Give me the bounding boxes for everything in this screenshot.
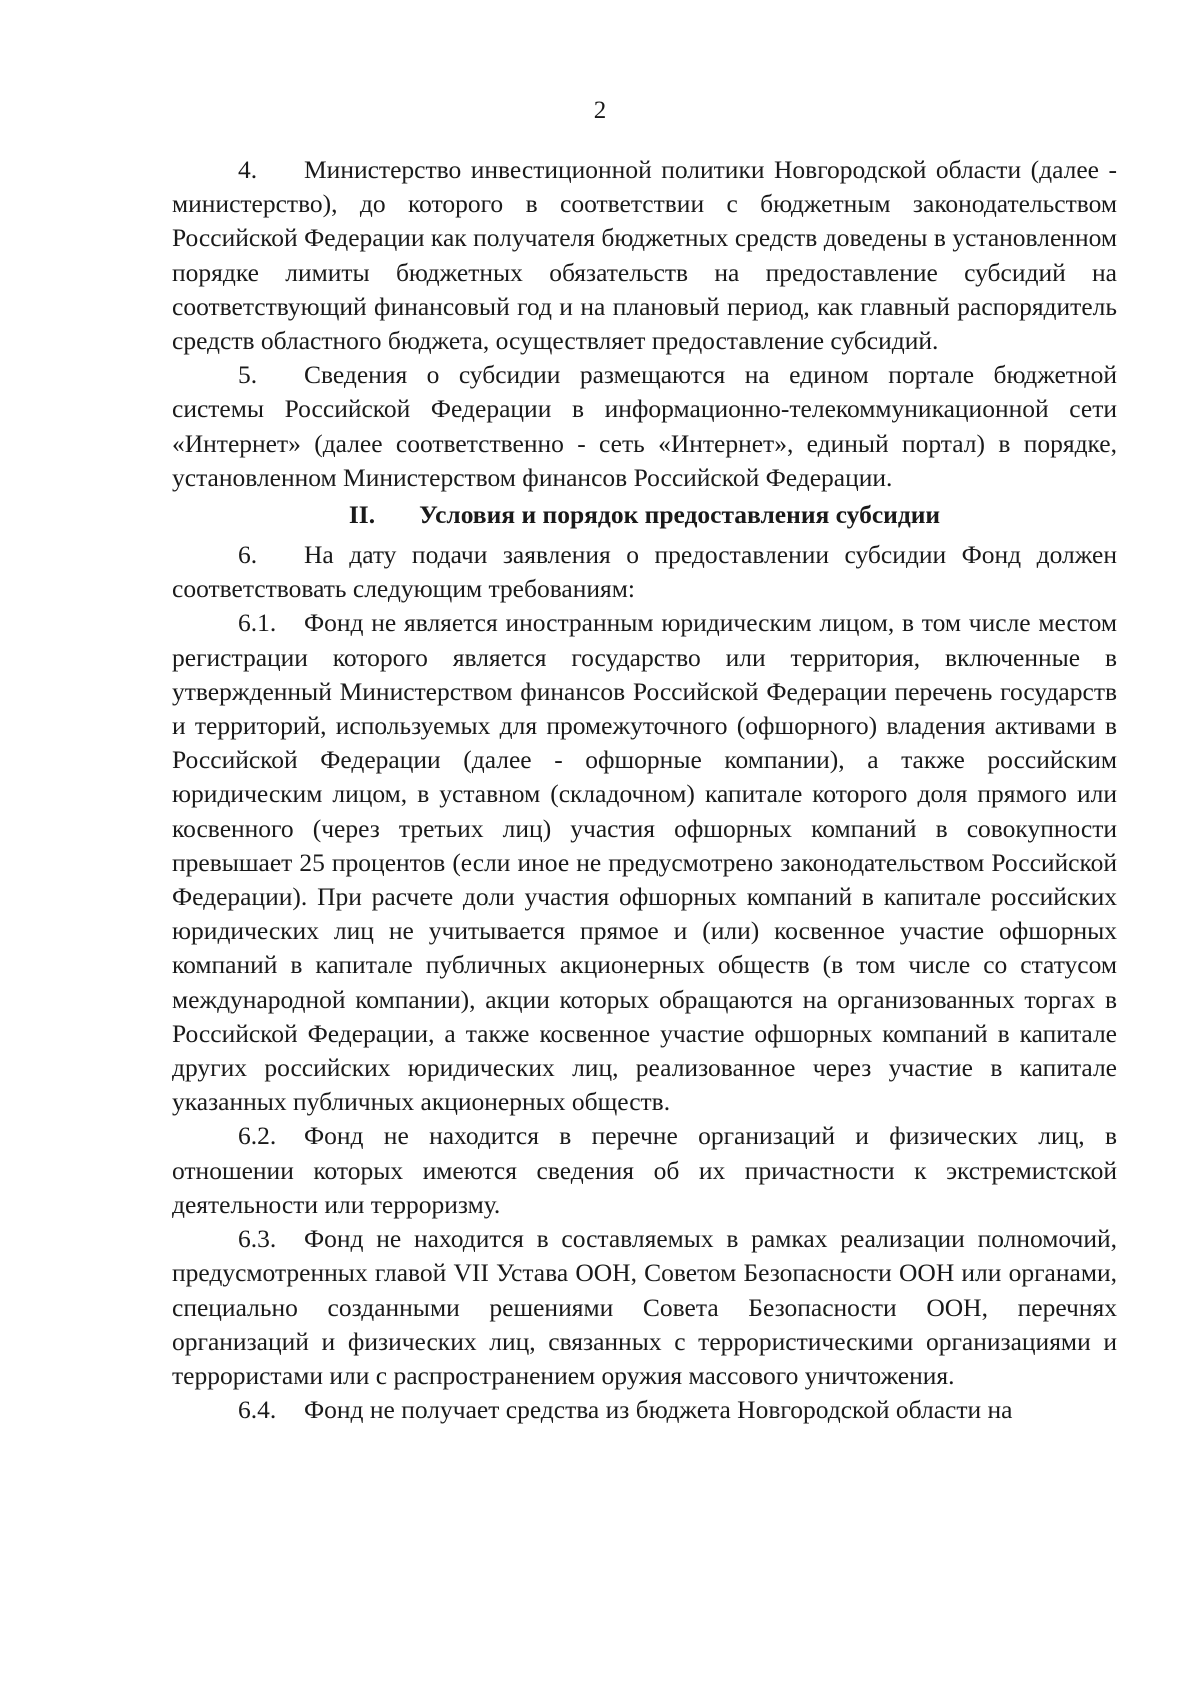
paragraph-5 (172, 358, 1117, 495)
paragraph-4 (172, 153, 1117, 358)
paragraph-text: Министерство инвестиционной политики Новгородской области (далее - министерство), до которого в соответствии с бюджетным законодательством Российской Федерации как получателя бюджетных средств доведены в установленном порядке лимиты бюджетных обязательств на предоставление субсидий на соответствующий финансовый год и на плановый период, как главный распорядитель средств областного бюджета, осуществляет предоставление субсидий. (172, 155, 1117, 356)
page-number: 2 (593, 97, 607, 124)
paragraph-number: 4. (238, 155, 258, 184)
section-heading (172, 498, 1117, 532)
section-title: Условия и порядок предоставления субсидии (419, 500, 941, 530)
paragraph-number: 6.1. (238, 608, 277, 638)
paragraph-number: 6.3. (238, 1224, 277, 1254)
section-number: II. (348, 500, 376, 530)
document-body (172, 153, 1117, 1427)
paragraph-6-3 (172, 1222, 1117, 1393)
paragraph-6-2 (172, 1119, 1117, 1222)
paragraph-text: На дату подачи заявления о предоставлении субсидии Фонд должен соответствовать следующим требованиям: (172, 540, 1117, 604)
paragraph-6 (172, 538, 1117, 606)
paragraph-number: 5. (238, 360, 258, 390)
paragraph-text: Сведения о субсидии размещаются на едином портале бюджетной системы Российской Федерации в информационно-телекоммуникационной сети «Интернет» (далее соответственно - сеть «Интернет», единый портал) в порядке, установленном Министерством финансов Российской Федерации. (172, 360, 1117, 492)
paragraph-text: Фонд не получает средства из бюджета Новгородской области на (304, 1395, 1013, 1425)
paragraph-6-1 (172, 606, 1117, 1119)
paragraph-number: 6.2. (238, 1121, 277, 1151)
paragraph-number: 6.4. (238, 1395, 277, 1425)
paragraph-text: Фонд не находится в составляемых в рамках реализации полномочий, предусмотренных главой VII Устава ООН, Советом Безопасности ООН или органами, специально созданными решениями Совета Безопасности ООН, перечнях организаций и физических лиц, связанных с террористическими организациями и террористами или с распространением оружия массового уничтожения. (172, 1224, 1117, 1390)
paragraph-number: 6. (238, 540, 258, 570)
paragraph-text: Фонд не является иностранным юридическим лицом, в том числе местом регистрации которого является государство или территория, включенные в утвержденный Министерством финансов Российской Федерации перечень государств и территорий, используемых для промежуточного (офшорного) владения активами в Российской Федерации (далее - офшорные компании), а также российским юридическим лицом, в уставном (складочном) капитале которого доля прямого или косвенного (через третьих лиц) участия офшорных компаний в совокупности превышает 25 процентов (если иное не предусмотрено законодательством Российской Федерации). При расчете доли участия офшорных компаний в капитале российских юридических лиц не учитывается прямое и (или) косвенное участие офшорных компаний в капитале публичных акционерных обществ (в том числе со статусом международной компании), акции которых обращаются на организованных торгах в Российской Федерации, а также косвенное участие офшорных компаний в капитале других российских юридических лиц, реализованное через участие в капитале указанных публичных акционерных обществ. (172, 608, 1117, 1117)
paragraph-6-4 (172, 1393, 1117, 1427)
paragraph-text: Фонд не находится в перечне организаций и физических лиц, в отношении которых имеются сведения об их причастности к экстремистской деятельности или терроризму. (172, 1121, 1117, 1219)
